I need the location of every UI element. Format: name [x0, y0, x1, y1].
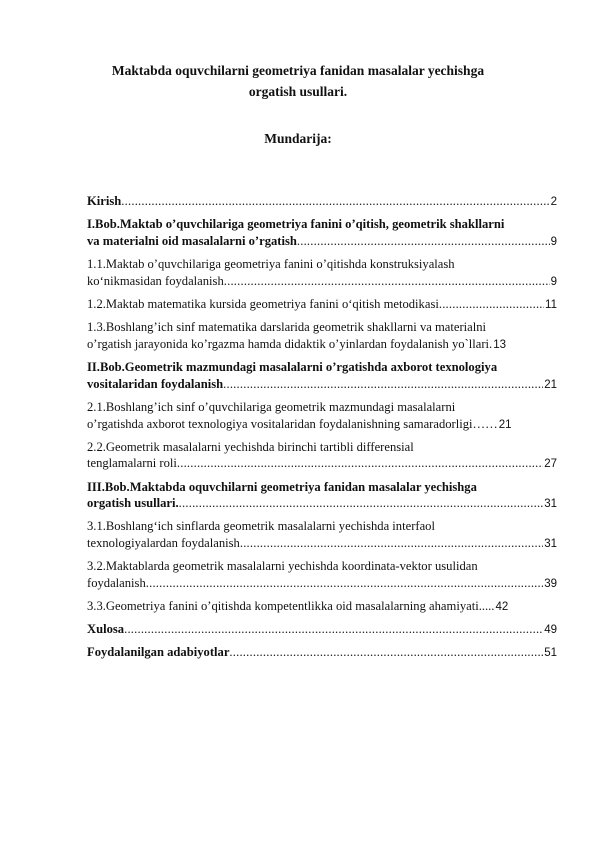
toc-entry-text: 3.3.Geometriya fanini o’qitishda kompetentlikka oid masalalarning ahamiyati..... [87, 599, 495, 614]
toc-entry[interactable] [87, 296, 557, 314]
toc-entry[interactable] [87, 256, 557, 291]
toc-page-number: 31 [544, 538, 557, 551]
toc-entry-text: 1.2.Maktab matematika kursida geometriya fanini o‘qitish metodikasi [87, 296, 439, 311]
toc-entry[interactable] [87, 439, 557, 474]
toc-page-number: 13 [493, 338, 507, 351]
dot-leader [146, 575, 543, 592]
toc-entry-text: 2.1.Boshlang’ich sinf o’quvchilariga geometrik mazmundagi masalalarni [87, 399, 456, 414]
toc-entry-text: vositalaridan foydalanish [87, 376, 224, 391]
dot-leader [297, 233, 550, 250]
dot-leader [223, 376, 543, 393]
toc-page-number: 2 [550, 196, 557, 208]
toc-entry[interactable] [87, 558, 557, 593]
toc-entry-last-line [87, 495, 557, 513]
toc-entry-text: Kirish [87, 194, 122, 208]
toc-entry-text: ko‘nikmasidan foydalanish [87, 273, 224, 288]
toc-entry-text: orgatish usullari. [87, 496, 179, 511]
toc-entry[interactable] [87, 359, 557, 394]
toc-entry-last-line [87, 376, 557, 394]
contents-heading: Mundarija: [264, 131, 332, 146]
toc-entry-last-line [87, 273, 557, 291]
toc-entry-text: o’rgatishda axborot texnologiya vositalaridan foydalanishning samaradorligi…… [87, 416, 498, 431]
dot-leader [121, 193, 549, 210]
toc-page-number: 9 [550, 235, 557, 248]
toc-entry-last-line [87, 455, 557, 473]
toc-entry[interactable] [87, 479, 557, 514]
toc-entry-last-line [87, 233, 557, 251]
toc-page-number: 49 [544, 624, 557, 637]
toc-page-number: 42 [495, 601, 509, 614]
toc-entry-text: III.Bob.Maktabda oquvchilarni geometriya fanidan masalalar yechishga [87, 479, 477, 494]
dot-leader [240, 535, 543, 552]
toc-entry-last-line [87, 621, 557, 639]
toc-entry-text: I.Bob.Maktab o’quvchilariga geometriya fanini o’qitish, geometrik shakllarni [87, 217, 505, 232]
toc-page-number: 11 [545, 298, 557, 311]
toc-entry-text: 2.2.Geometrik masalalarni yechishda birinchi tartibli differensial [87, 439, 414, 454]
toc-entry-text: Xulosa [87, 622, 125, 637]
toc-entry-text: va materialni oid masalalarni o’rgatish [87, 233, 297, 248]
toc-entry-text: 3.1.Boshlang‘ich sinflarda geometrik masalalarni yechishda interfaol [87, 519, 435, 534]
toc-page-number: 39 [544, 578, 557, 591]
toc-page-number: 9 [550, 275, 557, 288]
toc-entry-last-line [87, 416, 557, 434]
toc-entry-text: o’rgatish jarayonida ko’rgazma hamda didaktik o’yinlardan foydalanish yo`llari. [87, 336, 493, 351]
toc-entry[interactable] [87, 598, 557, 616]
toc-entry-text: foydalanish [87, 576, 146, 591]
dot-leader [439, 296, 544, 313]
toc-entry-text: 1.1.Maktab o’quvchilariga geometriya fanini o’qitishda konstruksiyalash [87, 256, 455, 271]
toc-entry[interactable] [87, 193, 557, 211]
dot-leader [229, 644, 543, 661]
toc-page-number: 27 [544, 458, 557, 471]
toc-entry[interactable] [87, 644, 557, 662]
dot-leader [124, 621, 543, 638]
toc-page-number: 21 [544, 378, 557, 391]
toc-entry-text: II.Bob.Geometrik mazmundagi masalalarni o’rgatishda axborot texnologiya [87, 359, 498, 374]
toc-entry-last-line [87, 598, 557, 616]
toc-page-number: 31 [544, 498, 557, 511]
dot-leader [177, 455, 543, 472]
toc-entry[interactable] [87, 319, 557, 354]
toc-entry[interactable] [87, 399, 557, 434]
toc-page-number: 21 [498, 418, 512, 431]
dot-leader [224, 273, 550, 290]
dot-leader [179, 495, 544, 512]
toc-entry-last-line [87, 535, 557, 553]
toc-entry-last-line [87, 644, 557, 662]
toc-entry-last-line [87, 193, 557, 211]
toc-entry-text: tenglamalarni roli [87, 456, 177, 471]
toc-entry[interactable] [87, 518, 557, 553]
toc-entry-last-line [87, 575, 557, 593]
toc-entry-last-line [87, 296, 557, 314]
toc-entry-text: 1.3.Boshlang’ich sinf matematika darslarida geometrik shakllarni va materialni [87, 319, 487, 334]
toc-entry-text: Foydalanilgan adabiyotlar [87, 645, 230, 660]
toc-entry[interactable] [87, 621, 557, 639]
document-title-line-2: orgatish usullari. [248, 84, 348, 99]
toc-entry-text: 3.2.Maktablarda geometrik masalalarni yechishda koordinata-vektor usulidan [87, 559, 478, 574]
toc-page-number: 51 [544, 647, 557, 660]
toc-entry[interactable] [87, 216, 557, 251]
table-of-contents [87, 193, 557, 667]
toc-entry-text: texnologiyalardan foydalanish [87, 536, 240, 551]
document-title-line-1: Maktabda oquvchilarni geometriya fanidan masalalar yechishga [111, 63, 485, 78]
toc-entry-last-line [87, 336, 557, 354]
